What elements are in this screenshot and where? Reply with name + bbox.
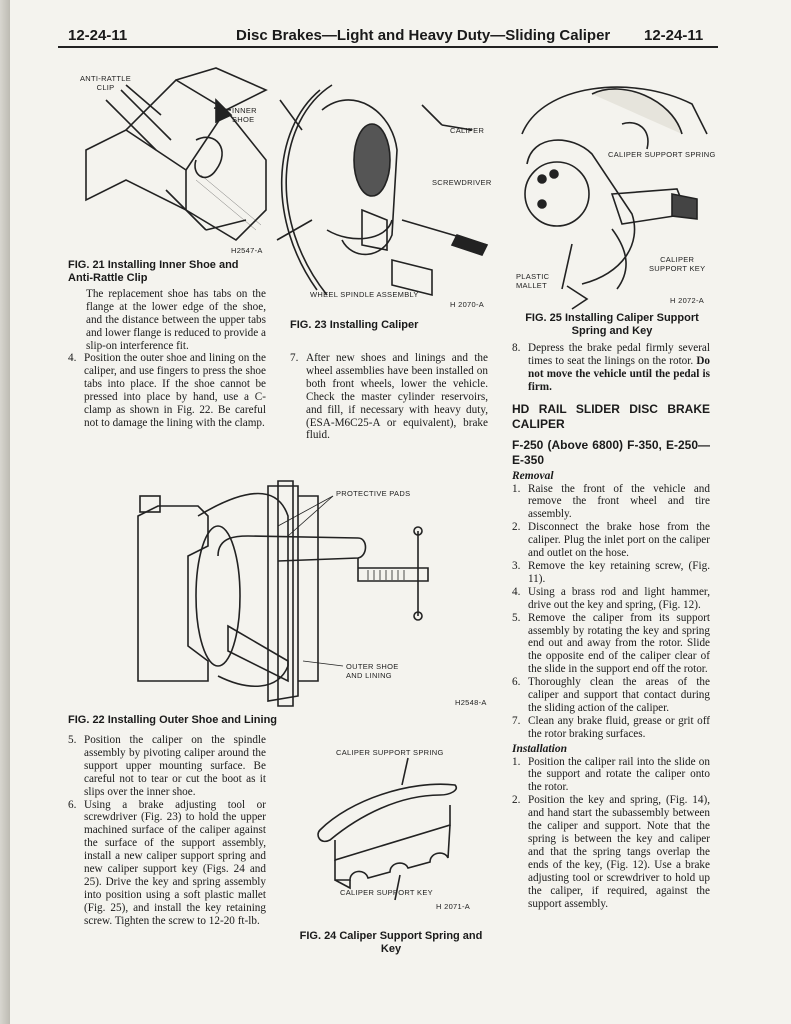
list-number: 6. — [512, 676, 521, 689]
list-item — [68, 352, 266, 429]
list-item — [512, 560, 710, 586]
label-caliper-support-key: CALIPER SUPPORT KEY — [340, 888, 433, 897]
list-number: 8. — [512, 342, 521, 354]
label-anti-rattle-clip: ANTI-RATTLE CLIP — [80, 74, 132, 92]
label-plastic-mallet: PLASTIC MALLET — [516, 272, 550, 290]
list-number: 5. — [512, 611, 521, 624]
figure-24-caption: FIG. 24 Caliper Support Spring and Key — [299, 930, 483, 955]
list-number: 3. — [512, 559, 521, 572]
subsection-heading: F-250 (Above 6800) F-350, E-250—E-350 — [512, 437, 710, 467]
list-item — [512, 794, 710, 910]
figure-23-caption: FIG. 23 Installing Caliper — [290, 319, 419, 331]
label-caliper-support-key: CALIPER SUPPORT KEY — [649, 255, 706, 273]
figure-code: H 2070-A — [450, 300, 485, 309]
page-title: Disc Brakes—Light and Heavy Duty—Sliding Caliper — [236, 27, 611, 44]
label-inner-shoe: INNER SHOE — [232, 106, 257, 124]
item-8-warning: Do not move the vehicle until the pedal is firm. — [528, 354, 710, 393]
list-number: 2. — [512, 521, 521, 534]
figure-23-illustration — [272, 70, 497, 306]
figure-25 — [512, 74, 716, 310]
list-item — [68, 799, 266, 928]
item-8-text: Depress the brake pedal firmly several times to seat the linings on the rotor. — [528, 342, 710, 367]
section-heading: HD RAIL SLIDER DISC BRAKE CALIPER — [512, 401, 710, 431]
figure-25-caption: FIG. 25 Installing Caliper Support Spring and Key — [525, 312, 699, 337]
list-col2 — [290, 352, 488, 442]
list-number: 6. — [68, 798, 77, 811]
figure-22 — [128, 476, 494, 710]
list-number: 4. — [512, 585, 521, 598]
list-item — [512, 342, 710, 394]
label-caliper: CALIPER — [450, 126, 485, 135]
figure-22-illustration — [128, 476, 494, 710]
column-3 — [512, 342, 710, 910]
list-item — [68, 734, 266, 799]
page-edge-shadow — [0, 0, 10, 1024]
list-number: 1. — [512, 755, 521, 768]
list-text — [528, 342, 710, 394]
list-col1 — [68, 352, 266, 429]
list-text: Remove the key retaining screw, (Fig. 11). — [528, 559, 710, 585]
label-protective-pads: PROTECTIVE PADS — [336, 489, 411, 498]
figure-23 — [272, 70, 497, 309]
figure-22-caption: FIG. 22 Installing Outer Shoe and Lining — [68, 714, 278, 726]
removal-heading: Removal — [512, 469, 554, 482]
figure-code: H2547-A — [231, 246, 263, 255]
figure-21 — [66, 60, 276, 256]
list-text: Position the caliper on the spindle assembly by pivoting caliper around the support upper mounting surface. Be careful not to tear or cut the boot as it slips over the inner shoe. — [84, 734, 266, 798]
list-item — [512, 586, 710, 612]
label-outer-shoe: OUTER SHOE AND LINING — [346, 662, 399, 680]
label-screwdriver: SCREWDRIVER — [432, 178, 492, 187]
list-number: 2. — [512, 794, 521, 807]
list-number: 7. — [512, 714, 521, 727]
list-text: Position the key and spring, (Fig. 14), and hand start the subassembly between the caliper and support. Note that the spring is between the key and caliper and that the spring tangs overlap the ends of the key, (Fig. 12). Use a brake adjusting tool or screwdriver to hold up the caliper, if required, against the support assembly. — [528, 794, 710, 910]
list-number: 1. — [512, 482, 521, 495]
installation-heading: Installation — [512, 742, 567, 755]
figure-code: H 2071-A — [436, 902, 471, 911]
list-text: Using a brass rod and light hammer, drive out the key and spring, (Fig. 12). — [528, 585, 710, 611]
list-text: Thoroughly clean the areas of the caliper and support that contact during the sliding action of the caliper. — [528, 676, 710, 714]
list-text: Disconnect the brake hose from the caliper. Plug the inlet port on the caliper and outlet on the hose. — [528, 521, 710, 560]
list-text: After new shoes and linings and the wheel assemblies have been installed on both front wheels, lower the vehicle. Check the master cylinder reservoirs, and fill, if necessary with heavy duty, (ESA-M6C25-A or equivalent), brake fluid. — [306, 352, 488, 442]
list-item — [512, 612, 710, 677]
header-rule — [58, 46, 718, 48]
list-number: 7. — [290, 352, 299, 364]
list-text: Position the outer shoe and lining on the caliper, and use fingers to press the shoe tabs into place. If the shoe cannot be pressed into place by hand, use a C-clamp as shown in Fig. 22. Be careful not to damage the lining with the clamp. — [84, 352, 266, 429]
list-text: Position the caliper rail into the slide on the support and rotate the caliper onto the rotor. — [528, 755, 710, 794]
paragraph-shoe-tabs: The replacement shoe has tabs on the flange at the lower edge of the shoe, and the distance between the upper tabs and lower flange is reduced to provide a slip-on interference fit. — [86, 288, 266, 352]
list-item — [512, 756, 710, 795]
figure-21-caption: FIG. 21 Installing Inner Shoe and Anti-Rattle Clip — [68, 259, 239, 284]
list-text: Clean any brake fluid, grease or grit off the rotor braking surfaces. — [528, 714, 710, 740]
list-number: 5. — [68, 734, 77, 746]
list-item — [290, 352, 488, 442]
label-wheel-spindle: WHEEL SPINDLE ASSEMBLY — [310, 290, 419, 299]
page-number-right: 12-24-11 — [644, 27, 704, 44]
label-caliper-support-spring: CALIPER SUPPORT SPRING — [336, 748, 444, 757]
list-item — [512, 715, 710, 741]
figure-code: H 2072-A — [670, 296, 705, 305]
figure-code: H2548-A — [455, 698, 487, 707]
figure-24 — [290, 740, 490, 918]
list-number: 4. — [68, 352, 77, 364]
list-col1b — [68, 734, 266, 928]
list-item — [512, 676, 710, 715]
list-text: Using a brake adjusting tool or screwdriver (Fig. 23) to hold the upper machined surface of the caliper against the surface of the support assembly, install a new caliper support spring and new caliper support key (Figs. 24 and 25). Drive the key and spring assembly into position using a soft plastic mallet (Fig. 25), and install the key retaining screw. Tighten the screw to 12-20 ft-lb. — [84, 798, 266, 927]
list-text: Remove the caliper from its support assembly by rotating the key and spring end out and away from the rotor. Slide the opposite end of the caliper clear of the slide in the support end off the rotor. — [528, 611, 710, 676]
label-caliper-support-spring: CALIPER SUPPORT SPRING — [608, 150, 716, 159]
list-item — [512, 483, 710, 522]
list-item — [512, 521, 710, 560]
page-number-left: 12-24-11 — [68, 27, 128, 44]
list-text: Raise the front of the vehicle and remove the front wheel and tire assembly. — [528, 482, 710, 521]
